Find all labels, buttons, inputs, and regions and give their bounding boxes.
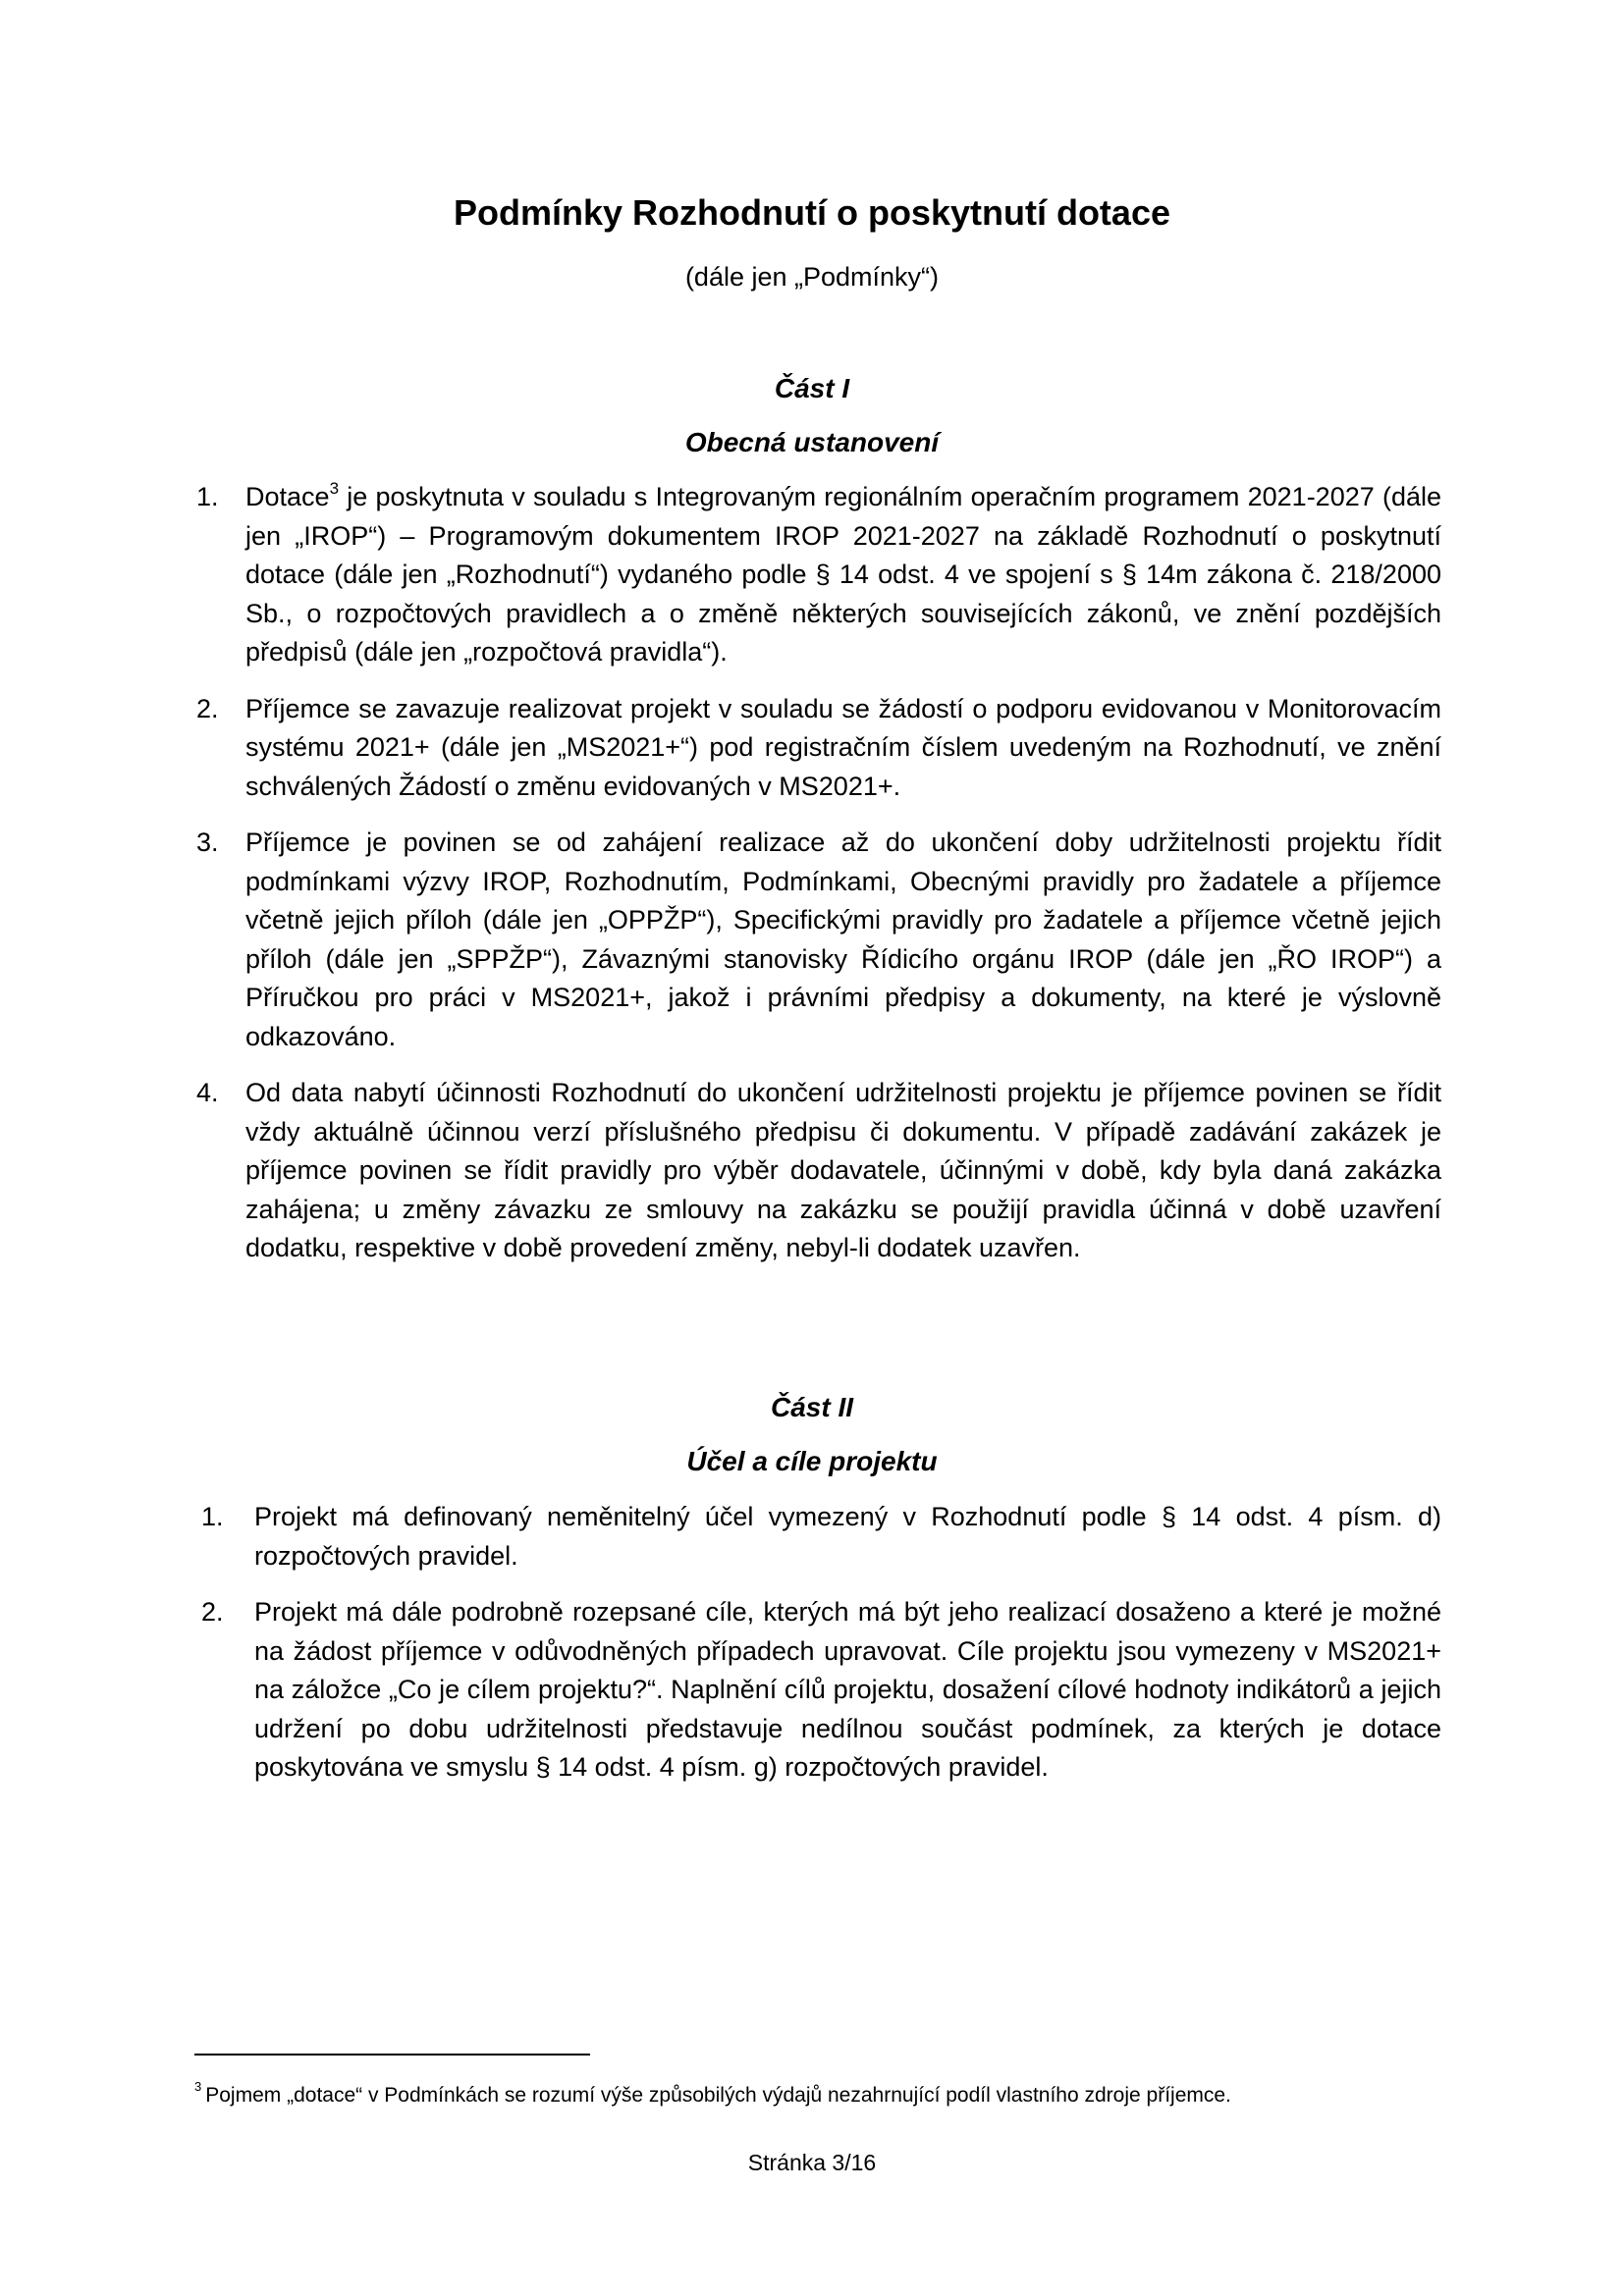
- part1-list: [0, 478, 1624, 1286]
- item-text: je poskytnuta v souladu s Integrovaným regionálním operačním programem 2021-2027 (dále jen „IROP“) – Programovým dokumentem IROP 2021-2027 na základě Rozhodnutí o poskytnutí dotace (dále jen „Rozhodnutí“) vydaného podle § 14 odst. 4 ve spojení s § 14m zákona č. 218/2000 Sb., o rozpočtových pravidlech a o změně některých souvisejících zákonů, ve znění pozdějších předpisů (dále jen „rozpočtová pravidla“).: [245, 482, 1441, 667]
- footnote-number: 3: [194, 2079, 202, 2094]
- footnote: [194, 2081, 1471, 2110]
- list-item: [201, 1593, 1441, 1788]
- part1-header: [0, 369, 1624, 462]
- item-number: 2.: [201, 1597, 224, 1627]
- part1-heading: Obecná ustanovení: [684, 427, 940, 457]
- footnote-reference[interactable]: 3: [329, 479, 340, 498]
- item-text: Projekt má dále podrobně rozepsané cíle, kterých má být jeho realizací dosaženo a které je možné na žádost příjemce v odůvodněných případech upravovat. Cíle projektu jsou vymezeny v MS2021+ na záložce „Co je cílem projektu?“. Naplnění cílů projektu, dosažení cílové hodnoty indikátorů a jejich udržení po dobu udržitelnosti představuje nedílnou součást podmínek, za kterých je dotace poskytována ve smyslu § 14 odst. 4 písm. g) rozpočtových pravidel.: [254, 1597, 1441, 1782]
- list-item: [196, 1074, 1441, 1268]
- part1-label: Část I: [774, 373, 850, 403]
- document-subtitle: (dále jen „Podmínky“): [684, 262, 940, 292]
- list-item: [196, 824, 1441, 1056]
- item-number: 2.: [196, 693, 219, 723]
- item-text: Příjemce se zavazuje realizovat projekt v souladu se žádostí o podporu evidovanou v Monitorovacím systému 2021+ (dále jen „MS2021+“) pod registračním číslem uvedeným na Rozhodnutí, ve znění schválených Žádostí o změnu evidovaných v MS2021+.: [245, 693, 1441, 801]
- part2-list: [0, 1498, 1624, 1805]
- part2-label: Část II: [770, 1392, 854, 1422]
- item-number: 1.: [201, 1502, 224, 1531]
- item-lead: Dotace: [245, 482, 330, 511]
- footnote-text: Pojmem „dotace“ v Podmínkách se rozumí výše způsobilých výdajů nezahrnující podíl vlastního zdroje příjemce.: [205, 2084, 1231, 2107]
- item-text: Příjemce je povinen se od zahájení realizace až do ukončení doby udržitelnosti projektu řídit podmínkami výzvy IROP, Rozhodnutím, Podmínkami, Obecnými pravidly pro žadatele a příjemce včetně jejich příloh (dále jen „OPPŽP“), Specifickými pravidly pro žadatele a příjemce včetně jejich příloh (dále jen „SPPŽP“), Závaznými stanovisky Řídicího orgánu IROP (dále jen „ŘO IROP“) a Příručkou pro práci v MS2021+, jakož i právními předpisy a dokumenty, na které je výslovně odkazováno.: [245, 828, 1441, 1051]
- item-number: 1.: [196, 482, 219, 511]
- item-text: Od data nabytí účinnosti Rozhodnutí do ukončení udržitelnosti projektu je příjemce povinen se řídit vždy aktuálně účinnou verzí příslušného předpisu či dokumentu. V případě zadávání zakázek je příjemce povinen se řídit pravidly pro výběr dodavatele, účinnými v době, kdy byla daná zakázka zahájena; u změny závazku ze smlouvy na zakázku se použijí pravidla účinná v době uzavření dodatku, respektive v době provedení změny, nebyl-li dodatek uzavřen.: [245, 1078, 1441, 1262]
- part2-heading: Účel a cíle projektu: [686, 1446, 938, 1476]
- page-number: Stránka 3/16: [747, 2150, 877, 2175]
- list-item: [196, 690, 1441, 807]
- item-text: Projekt má definovaný neměnitelný účel vymezený v Rozhodnutí podle § 14 odst. 4 písm. d) rozpočtových pravidel.: [254, 1502, 1441, 1571]
- document-title: Podmínky Rozhodnutí o poskytnutí dotace: [453, 192, 1170, 233]
- footnote-separator: [194, 2054, 590, 2056]
- item-number: 4.: [196, 1078, 219, 1107]
- item-number: 3.: [196, 828, 219, 857]
- list-item: [201, 1498, 1441, 1575]
- part2-header: [0, 1388, 1624, 1481]
- list-item: [196, 478, 1441, 672]
